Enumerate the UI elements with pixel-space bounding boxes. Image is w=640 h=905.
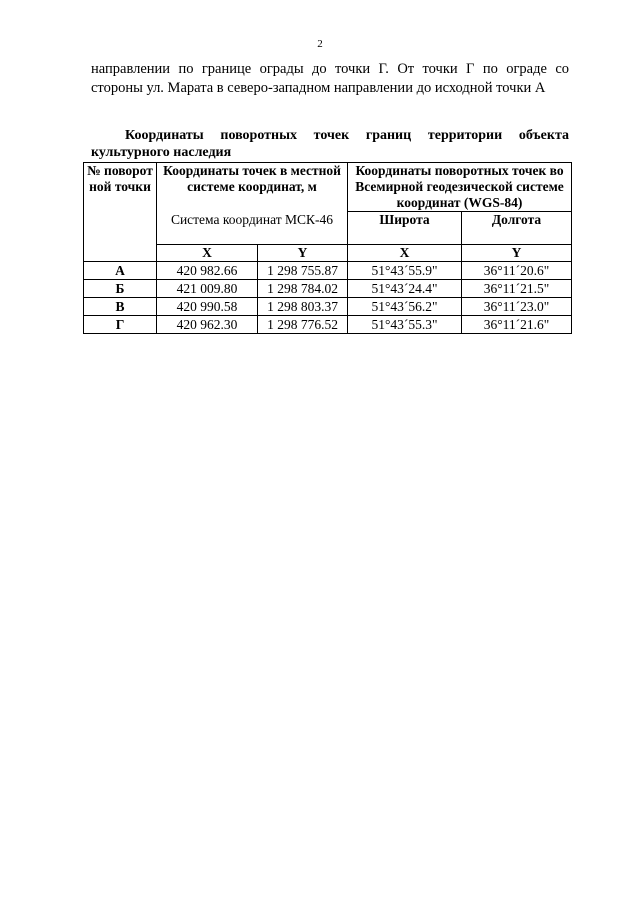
header-local-system: Система координат МСК-46: [157, 212, 348, 245]
header-point-number: № поворот ной точки: [84, 163, 157, 262]
table-row: [84, 298, 572, 316]
cell-point: Г: [84, 316, 157, 334]
cell-latitude: 51°43´55.9": [348, 262, 462, 280]
cell-point: А: [84, 262, 157, 280]
header-local-coordinates: Координаты точек в местной системе координат, м: [157, 163, 348, 212]
cell-point: Б: [84, 280, 157, 298]
header-wgs-y: Y: [462, 245, 572, 262]
table-header-row: [84, 163, 572, 212]
table-row: [84, 262, 572, 280]
cell-longitude: 36°11´21.5": [462, 280, 572, 298]
header-y: Y: [258, 245, 348, 262]
cell-latitude: 51°43´56.2": [348, 298, 462, 316]
cell-x: 421 009.80: [157, 280, 258, 298]
header-wgs-x: X: [348, 245, 462, 262]
cell-latitude: 51°43´55.3": [348, 316, 462, 334]
cell-y: 1 298 776.52: [258, 316, 348, 334]
cell-y: 1 298 755.87: [258, 262, 348, 280]
cell-point: В: [84, 298, 157, 316]
cell-longitude: 36°11´23.0": [462, 298, 572, 316]
table-header-row: [84, 212, 572, 245]
cell-latitude: 51°43´24.4": [348, 280, 462, 298]
header-latitude: Широта: [348, 212, 462, 245]
header-x: X: [157, 245, 258, 262]
table-row: [84, 316, 572, 334]
cell-longitude: 36°11´20.6": [462, 262, 572, 280]
cell-y: 1 298 803.37: [258, 298, 348, 316]
cell-longitude: 36°11´21.6": [462, 316, 572, 334]
caption-line-2: культурного наследия: [91, 145, 232, 160]
table-row: [84, 280, 572, 298]
intro-line-1: направлении по границе ограды до точки Г. От точки Г по ограде со: [91, 61, 569, 77]
intro-paragraph: [91, 60, 569, 98]
cell-x: 420 982.66: [157, 262, 258, 280]
caption-line-1: Координаты поворотных точек границ территории объекта: [125, 128, 569, 143]
cell-y: 1 298 784.02: [258, 280, 348, 298]
table-caption: [91, 127, 569, 161]
cell-x: 420 990.58: [157, 298, 258, 316]
header-wgs-coordinates: Координаты поворотных точек во Всемирной геодезической системе координат (WGS-84): [348, 163, 572, 212]
header-longitude: Долгота: [462, 212, 572, 245]
intro-line-2: стороны ул. Марата в северо-западном направлении до исходной точки А: [91, 80, 546, 96]
coordinates-table: [83, 162, 572, 334]
table-header-row: [84, 245, 572, 262]
page-number: 2: [317, 38, 323, 50]
cell-x: 420 962.30: [157, 316, 258, 334]
